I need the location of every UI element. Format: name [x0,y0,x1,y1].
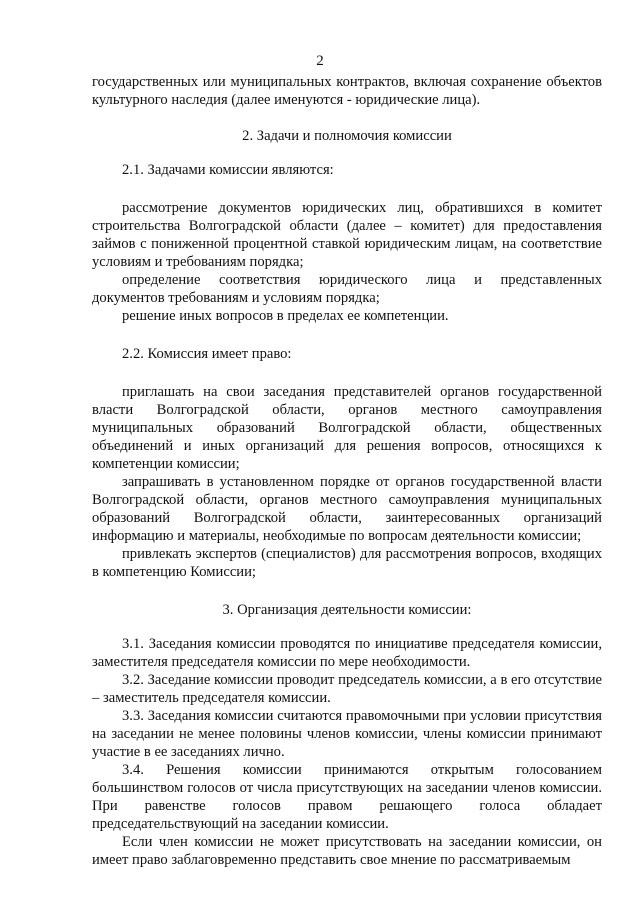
section-3-heading: 3. Организация деятельности комиссии: [222,602,472,618]
organization-item: 3.4. Решения комиссии принимаются открытым голосованием большинством голосов от числа присутствующих на заседании членов комиссии. При равенстве голосов правом решающего голоса обладает председательствующий на заседании комиссии. [92,762,602,832]
tasks-lead: 2.1. Задачами комиссии являются: [122,162,334,178]
task-item: решение иных вопросов в пределах ее компетенции. [122,308,449,324]
document-body [92,73,602,869]
rights-lead: 2.2. Комиссия имеет право: [122,346,292,362]
organization-item: Если член комиссии не может присутствовать на заседании комиссии, он имеет право заблаговременно представить свое мнение по рассматриваемым [92,834,602,868]
intro-paragraph: государственных или муниципальных контрактов, включая сохранение объектов культурного наследия (далее именуются - юридические лица). [92,74,602,108]
section-2-heading: 2. Задачи и полномочия комиссии [242,128,452,144]
organization-item: 3.2. Заседание комиссии проводит председатель комиссии, а в его отсутствие – заместитель председателя комиссии. [92,672,602,706]
right-item: приглашать на свои заседания представителей органов государственной власти Волгоградской области, органов местного самоуправления муниципальных образований Волгоградской области, общественных объединений и иных организаций для решения вопросов, относящихся к компетенции комиссии; [92,384,602,472]
tasks-list [92,199,602,325]
right-item: привлекать экспертов (специалистов) для рассмотрения вопросов, входящих в компетенцию Комиссии; [92,546,602,580]
organization-item: 3.1. Заседания комиссии проводятся по инициативе председателя комиссии, заместителя председателя комиссии по мере необходимости. [92,636,602,670]
task-item: определение соответствия юридического лица и представленных документов требованиям и условиям порядка; [92,272,602,306]
organization-item: 3.3. Заседания комиссии считаются правомочными при условии присутствия на заседании не менее половины членов комиссии, члены комиссии принимают участие в ее заседаниях лично. [92,708,602,760]
page-number: 2 [316,53,324,69]
task-item: рассмотрение документов юридических лиц, обратившихся в комитет строительства Волгоградской области (далее – комитет) для предоставления займов с пониженной процентной ставкой юридическим лицам, на соответствие условиям и требованиям порядка; [92,200,602,270]
organization-list [92,635,602,869]
rights-list [92,383,602,581]
right-item: запрашивать в установленном порядке от органов государственной власти Волгоградской области, органов местного самоуправления муниципальных образований Волгоградской области, заинтересованных организаций информацию и материалы, необходимые по вопросам деятельности комиссии; [92,474,602,544]
